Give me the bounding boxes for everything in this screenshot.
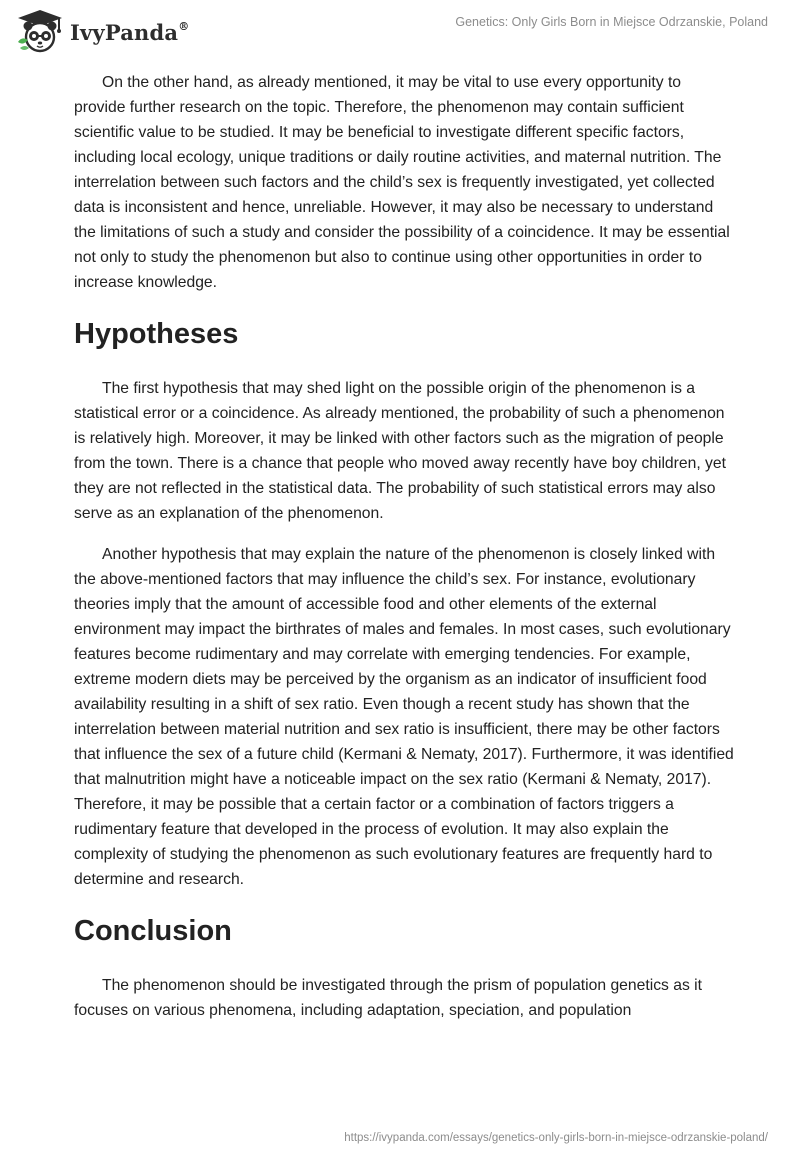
essay-body (74, 70, 734, 1039)
document-title: Genetics: Only Girls Born in Miejsce Odrzanskie, Poland (455, 15, 768, 29)
heading-hypotheses: Hypotheses (74, 318, 239, 350)
brand-name: IvyPanda® (70, 19, 190, 45)
registered-mark: ® (178, 19, 190, 33)
ivypanda-logo[interactable] (14, 8, 189, 54)
paragraph-hypothesis-evolutionary: Another hypothesis that may explain the nature of the phenomenon is closely linked with the above-mentioned factors that may influence the child’s sex. For instance, evolutionary theories imply that the amount of accessible food and other elements of the external environment may impact the birthrates of males and females. In most cases, such evolutionary features become rudimentary and may correlate with emerging tendencies. For example, extreme modern diets may be perceived by the organism as an indicator of insufficient food availability resulting in a shift of sex ratio. Even though a recent study has shown that the interrelation between material nutrition and sex ratio is insufficient, there may be other factors that influence the sex of a future child (Kermani & Nematy, 2017). Furthermore, it was identified that malnutrition might have a noticeable impact on the sex ratio (Kermani & Nematy, 2017). Therefore, it may be possible that a certain factor or a combination of factors triggers a rudimentary feature that developed in the process of evolution. It may also explain the complexity of studying the phenomenon as such evolutionary features are frequently hard to determine and research. (74, 546, 734, 888)
heading-conclusion: Conclusion (74, 915, 232, 947)
source-url-link[interactable]: https://ivypanda.com/essays/genetics-only-girls-born-in-miejsce-odrzanskie-poland/ (344, 1132, 768, 1144)
paragraph-hypothesis-statistical: The first hypothesis that may shed light on the possible origin of the phenomenon is a statistical error or a coincidence. As already mentioned, the probability of such a phenomenon is relatively high. Moreover, it may be linked with other factors such as the migration of people from the town. There is a chance that people who moved away recently have boy children, yet they are not reflected in the statistical data. The probability of such statistical errors may also serve as an explanation of the phenomenon. (74, 380, 726, 522)
paragraph-research-value: On the other hand, as already mentioned, it may be vital to use every opportunity to provide further research on the topic. Therefore, the phenomenon may contain sufficient scientific value to be studied. It may be beneficial to investigate different specific factors, including local ecology, unique traditions or daily routine activities, and maternal nutrition. The interrelation between such factors and the child’s sex is frequently investigated, yet collected data is inconsistent and hence, unreliable. However, it may also be necessary to understand the limitations of such a study and consider the possibility of a coincidence. It may be essential not only to study the phenomenon but also to continue using other opportunities in order to increase knowledge. (74, 74, 730, 291)
page-header (0, 0, 800, 60)
panda-graduate-icon (14, 8, 66, 54)
paragraph-conclusion: The phenomenon should be investigated through the prism of population genetics as it focuses on various phenomena, including adaptation, speciation, and population (74, 977, 703, 1019)
